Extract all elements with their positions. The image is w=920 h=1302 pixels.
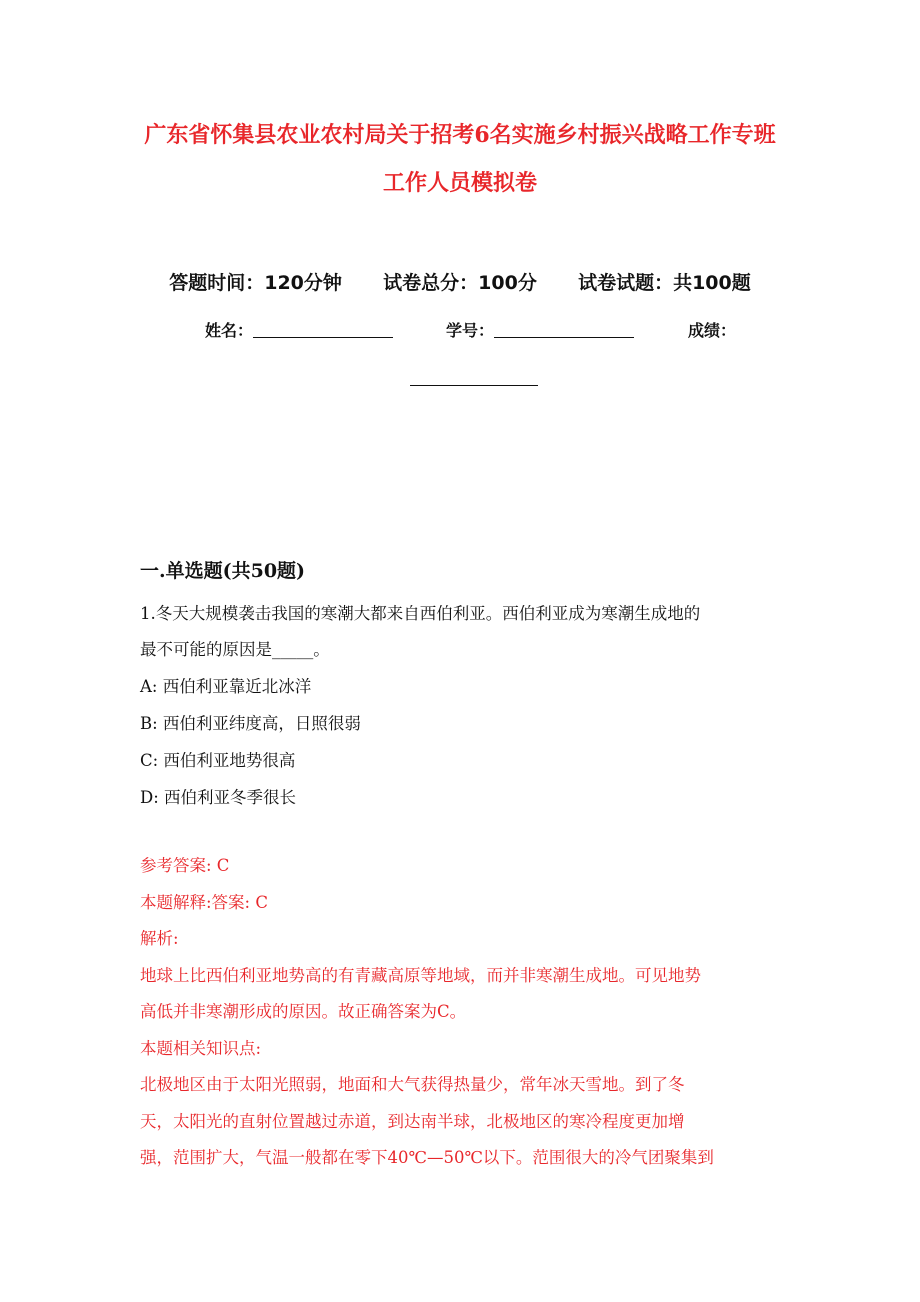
analysis-line-1: 地球上比西伯利亚地势高的有青藏高原等地域，而并非寒潮生成地。可见地势	[140, 965, 701, 985]
exam-meta-row	[0, 268, 920, 295]
option-c: C: 西伯利亚地势很高	[140, 751, 296, 770]
name-field	[205, 318, 393, 341]
knowledge-line-3: 强，范围扩大，气温一般都在零下40℃—50℃以下。范围很大的冷气团聚集到	[140, 1148, 714, 1167]
analysis-line-2: 高低并非寒潮形成的原因。故正确答案为C。	[140, 1002, 467, 1021]
score-field	[688, 318, 736, 341]
option-d: D: 西伯利亚冬季很长	[140, 788, 297, 807]
exam-title-line-2: 工作人员模拟卷	[382, 170, 537, 196]
answer-block	[140, 848, 790, 1177]
analysis-label: 解析:	[140, 929, 179, 948]
question-count: 试卷试题：共100题	[578, 272, 751, 294]
student-id-label: 学号：	[446, 321, 495, 340]
option-b: B: 西伯利亚纬度高，日照很弱	[140, 714, 361, 733]
knowledge-line-2: 天，太阳光的直射位置越过赤道，到达南半球，北极地区的寒冷程度更加增	[140, 1111, 685, 1131]
score-blank-line	[410, 385, 538, 386]
option-a: A: 西伯利亚靠近北冰洋	[140, 677, 312, 696]
name-label: 姓名：	[205, 321, 254, 340]
exam-time: 答题时间：120分钟	[169, 272, 342, 294]
student-id-field	[446, 318, 634, 341]
question-stem-line-2: 最不可能的原因是_____。	[140, 640, 330, 659]
question-options	[140, 668, 361, 816]
total-score: 试卷总分：100分	[383, 272, 537, 294]
question-stem	[140, 596, 780, 668]
knowledge-label: 本题相关知识点:	[140, 1038, 262, 1058]
student-id-blank-line	[494, 321, 634, 338]
section-heading: 一.单选题(共50题)	[140, 560, 306, 582]
question-stem-line-1: 1.冬天大规模袭击我国的寒潮大都来自西伯利亚。西伯利亚成为寒潮生成地的	[140, 604, 701, 623]
knowledge-line-1: 北极地区由于太阳光照弱，地面和大气获得热量少，常年冰天雪地。到了冬	[140, 1075, 685, 1094]
score-label: 成绩：	[688, 321, 737, 340]
name-blank-line	[253, 321, 393, 338]
explanation-answer: 本题解释:答案: C	[140, 892, 268, 912]
exam-title-line-1: 广东省怀集县农业农村局关于招考6名实施乡村振兴战略工作专班	[144, 122, 776, 148]
reference-answer: 参考答案: C	[140, 856, 230, 875]
